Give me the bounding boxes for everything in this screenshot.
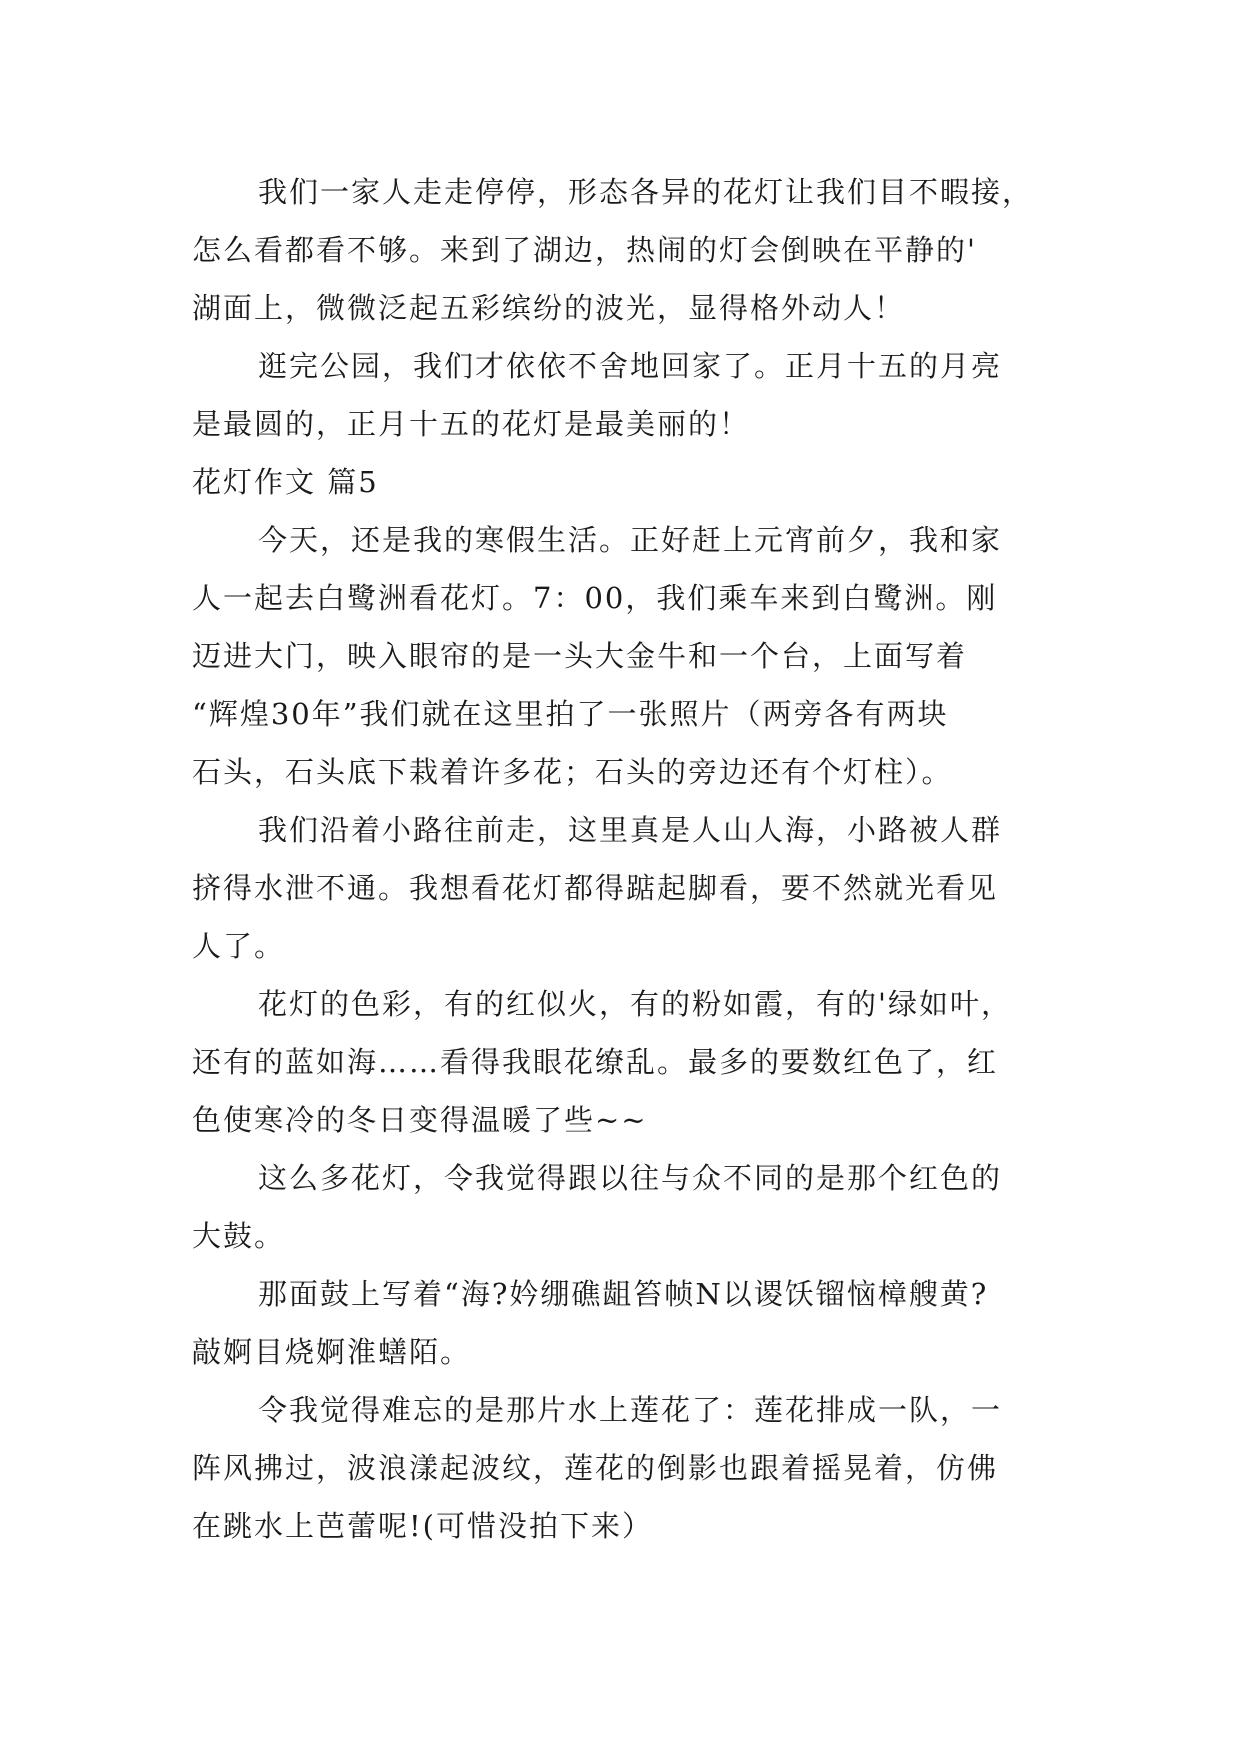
text-line: 大鼓。 — [192, 1219, 286, 1253]
text-line: 逛完公园，我们才依依不舍地回家了。正月十五的月亮 — [258, 349, 1003, 383]
text-line: 人一起去白鹭洲看花灯。7：00，我们乘车来到白鹭洲。刚 — [192, 581, 998, 615]
text-line: “辉煌30年”我们就在这里拍了一张照片（两旁各有两块 — [192, 697, 949, 731]
text-line: 阵风拂过，波浪漾起波纹，莲花的倒影也跟着摇晃着，仿佛 — [192, 1451, 999, 1485]
text-line: 是最圆的，正月十五的花灯是最美丽的！ — [192, 407, 751, 441]
text-line: 挤得水泄不通。我想看花灯都得踮起脚看，要不然就光看见 — [192, 871, 999, 905]
text-line: 敲婀目烧婀淮蟮陌。 — [192, 1335, 472, 1369]
text-line: 湖面上，微微泛起五彩缤纷的波光，显得格外动人！ — [192, 291, 906, 325]
text-line: 花灯的色彩，有的红似火，有的粉如霞，有的'绿如叶， — [258, 987, 1012, 1021]
section-heading: 花灯作文 篇5 — [192, 465, 379, 499]
text-line: 色使寒冷的冬日变得温暖了些~~ — [192, 1103, 648, 1137]
text-line: 迈进大门，映入眼帘的是一头大金牛和一个台，上面写着 — [192, 639, 968, 673]
text-line: 我们一家人走走停停，形态各异的花灯让我们目不暇接， — [258, 175, 1034, 209]
document-body — [192, 163, 1072, 1555]
text-line: 怎么看都看不够。来到了湖边，热闹的灯会倒映在平静的' — [192, 233, 977, 267]
text-line: 那面鼓上写着“海?妗绷礁龃笞帧N以谡饫镏恼樟艘黄? — [258, 1277, 989, 1311]
text-line: 令我觉得难忘的是那片水上莲花了：莲花排成一队，一 — [258, 1393, 1003, 1427]
text-line: 还有的蓝如海……看得我眼花缭乱。最多的要数红色了，红 — [192, 1045, 999, 1079]
text-line: 人了。 — [192, 929, 286, 963]
text-line: 在跳水上芭蕾呢!(可惜没拍下来） — [192, 1509, 653, 1543]
text-line: 这么多花灯，令我觉得跟以往与众不同的是那个红色的 — [258, 1161, 1003, 1195]
text-line: 石头，石头底下栽着许多花；石头的旁边还有个灯柱）。 — [192, 755, 953, 789]
text-line: 我们沿着小路往前走，这里真是人山人海，小路被人群 — [258, 813, 1003, 847]
text-line: 今天，还是我的寒假生活。正好赶上元宵前夕，我和家 — [258, 523, 1003, 557]
